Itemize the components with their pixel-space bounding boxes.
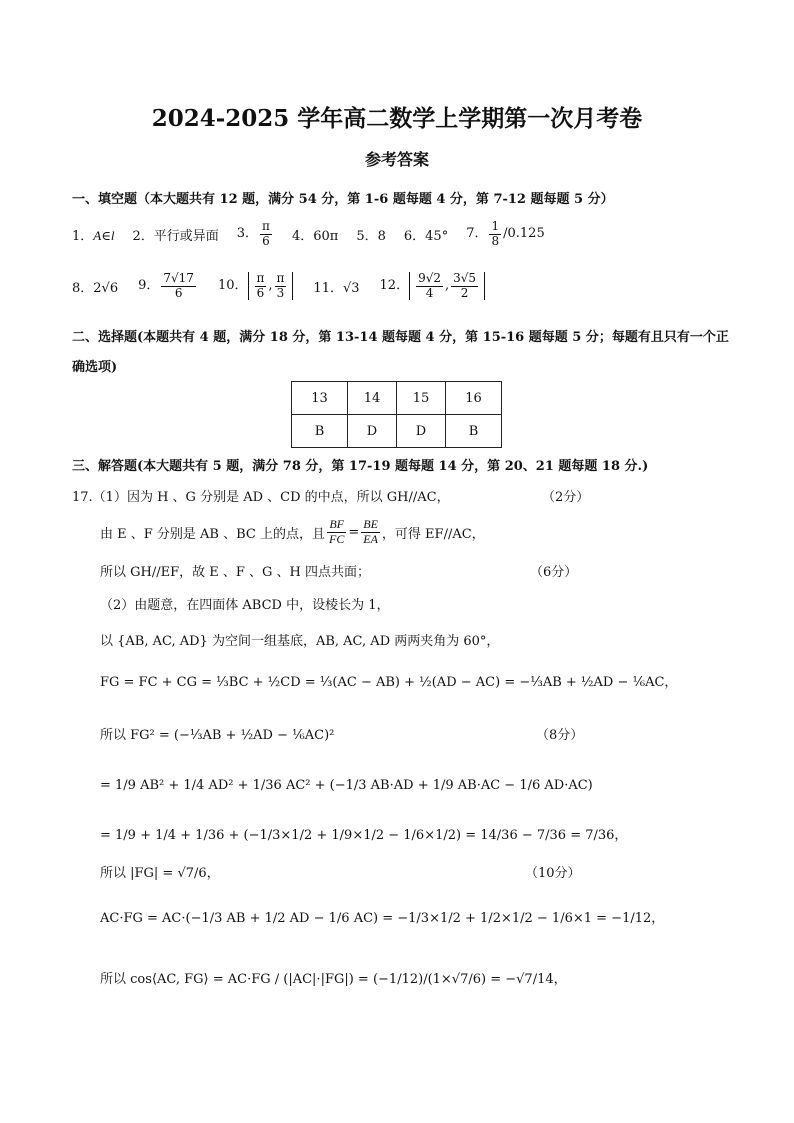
solution-line-8: = 1/9 AB² + 1/4 AD² + 1/36 AC² + (−1/3 AB·AD + 1/9 AB·AC − 1/6 AD·AC) [100, 778, 593, 793]
fill-answers-row-1 [72, 216, 545, 252]
answer-1: 1．A∈l [72, 227, 115, 244]
equals-sign: = [348, 524, 360, 540]
solution-line-9: = 1/9 + 1/4 + 1/36 + (−1/3×1/2 + 1/9×1/2 − 1/6×1/2) = 14/36 − 7/36 = 7/36， [100, 828, 628, 843]
section-2-heading-line-2: 确选项) [72, 360, 118, 375]
table-cell: B [292, 415, 348, 448]
table-cell: B [446, 415, 502, 448]
answer-2: 2．平行或异面 [132, 228, 219, 244]
solution-line-6: FG = FC + CG = ⅓BC + ½CD = ⅓(AC − AB) + ½(AD − AC) = −⅓AB + ½AD − ⅙AC， [100, 675, 678, 690]
document-subtitle: 参考答案 [364, 150, 429, 169]
solution-line-4: （2）由题意，在四面体 ABCD 中，设棱长为 1， [100, 598, 390, 613]
table-header-cell: 16 [446, 382, 502, 415]
section-3-heading: 三、解答题(本大题共有 5 题，满分 78 分，第 17-19 题每题 14 分，第 20、21 题每题 18 分.) [72, 459, 649, 474]
choice-answer-table [291, 381, 502, 448]
table-row [292, 415, 502, 448]
section-2-heading-line-1: 二、选择题(本题共有 4 题，满分 18 分，第 13-14 题每题 4 分，第 15-16 题每题 5 分；每题有且只有一个正 [72, 330, 729, 345]
solution-line-10: 所以 |FG| = √7/6， [100, 866, 220, 881]
score-label: （10分） [525, 866, 581, 881]
answer-8: 8．2√6 [72, 280, 119, 296]
solution-line-11: AC·FG = AC·(−1/3 AB + 1/2 AD − 1/6 AC) = −1/3×1/2 + 1/2×1/2 − 1/6×1 = −1/12， [100, 911, 665, 926]
answer-7: 7． $\frac{1}{8}$ /0.125 [466, 219, 545, 248]
solution-line-12: 所以 cos⟨AC, FG⟩ = AC·FG / (|AC|·|FG|) = (−1/12)/(1×√7/6) = −√7/14， [100, 972, 567, 987]
answer-11: 11．√3 [313, 280, 360, 296]
section-1-heading: 一、填空题（本大题共有 12 题，满分 54 分，第 1-6 题每题 4 分，第 7-12 题每题 5 分） [72, 192, 614, 207]
table-cell: D [397, 415, 446, 448]
answer-10: 10． $\frac{\pi}{6}$ , $\frac{\pi}{3}$ [218, 272, 293, 299]
answer-4: 4．60π [291, 228, 339, 244]
solution-text: 由 E 、F 分别是 AB 、BC 上的点，且 [100, 526, 325, 542]
solution-line-5: 以 {AB, AC, AD} 为空间一组基底，AB, AC, AD 两两夹角为 60°， [100, 634, 500, 649]
solution-line-3: 所以 GH//EF，故 E 、F 、G 、H 四点共面； [100, 565, 371, 580]
solution-line-7: 所以 FG² = (−⅓AB + ½AD − ⅙AC)² [100, 728, 335, 743]
answer-6: 6．45° [403, 228, 449, 244]
table-header-row [292, 382, 502, 415]
fill-answers-row-2 [72, 266, 485, 306]
score-label: （8分） [536, 728, 584, 743]
table-header-cell: 13 [292, 382, 348, 415]
document-title: 2024-2025 学年高二数学上学期第一次月考卷 [151, 105, 643, 132]
table-header-cell: 14 [348, 382, 397, 415]
solution-line-1: 17.（1）因为 H 、G 分别是 AD 、CD 的中点，所以 GH//AC， [72, 490, 450, 505]
solution-line-2: 由 E 、F 分别是 AB 、BC 上的点，且 $\frac{BF}{FC}$ = $\frac{BE}{EA}$ ，可得 EF//AC， [100, 517, 485, 546]
answer-5: 5．8 [356, 228, 386, 244]
answer-3: 3． $\frac{\pi}{6}$ [236, 219, 270, 248]
solution-text: ，可得 EF//AC， [381, 526, 485, 542]
answer-12: 12． $\frac{9√2}{4}$ , $\frac{3√5}{2}$ [380, 272, 486, 299]
table-header-cell: 15 [397, 382, 446, 415]
score-label: （2分） [542, 490, 590, 505]
score-label: （6分） [530, 565, 578, 580]
answer-9: 9． $\frac{7√17}{6}$ [138, 271, 194, 300]
table-cell: D [348, 415, 397, 448]
